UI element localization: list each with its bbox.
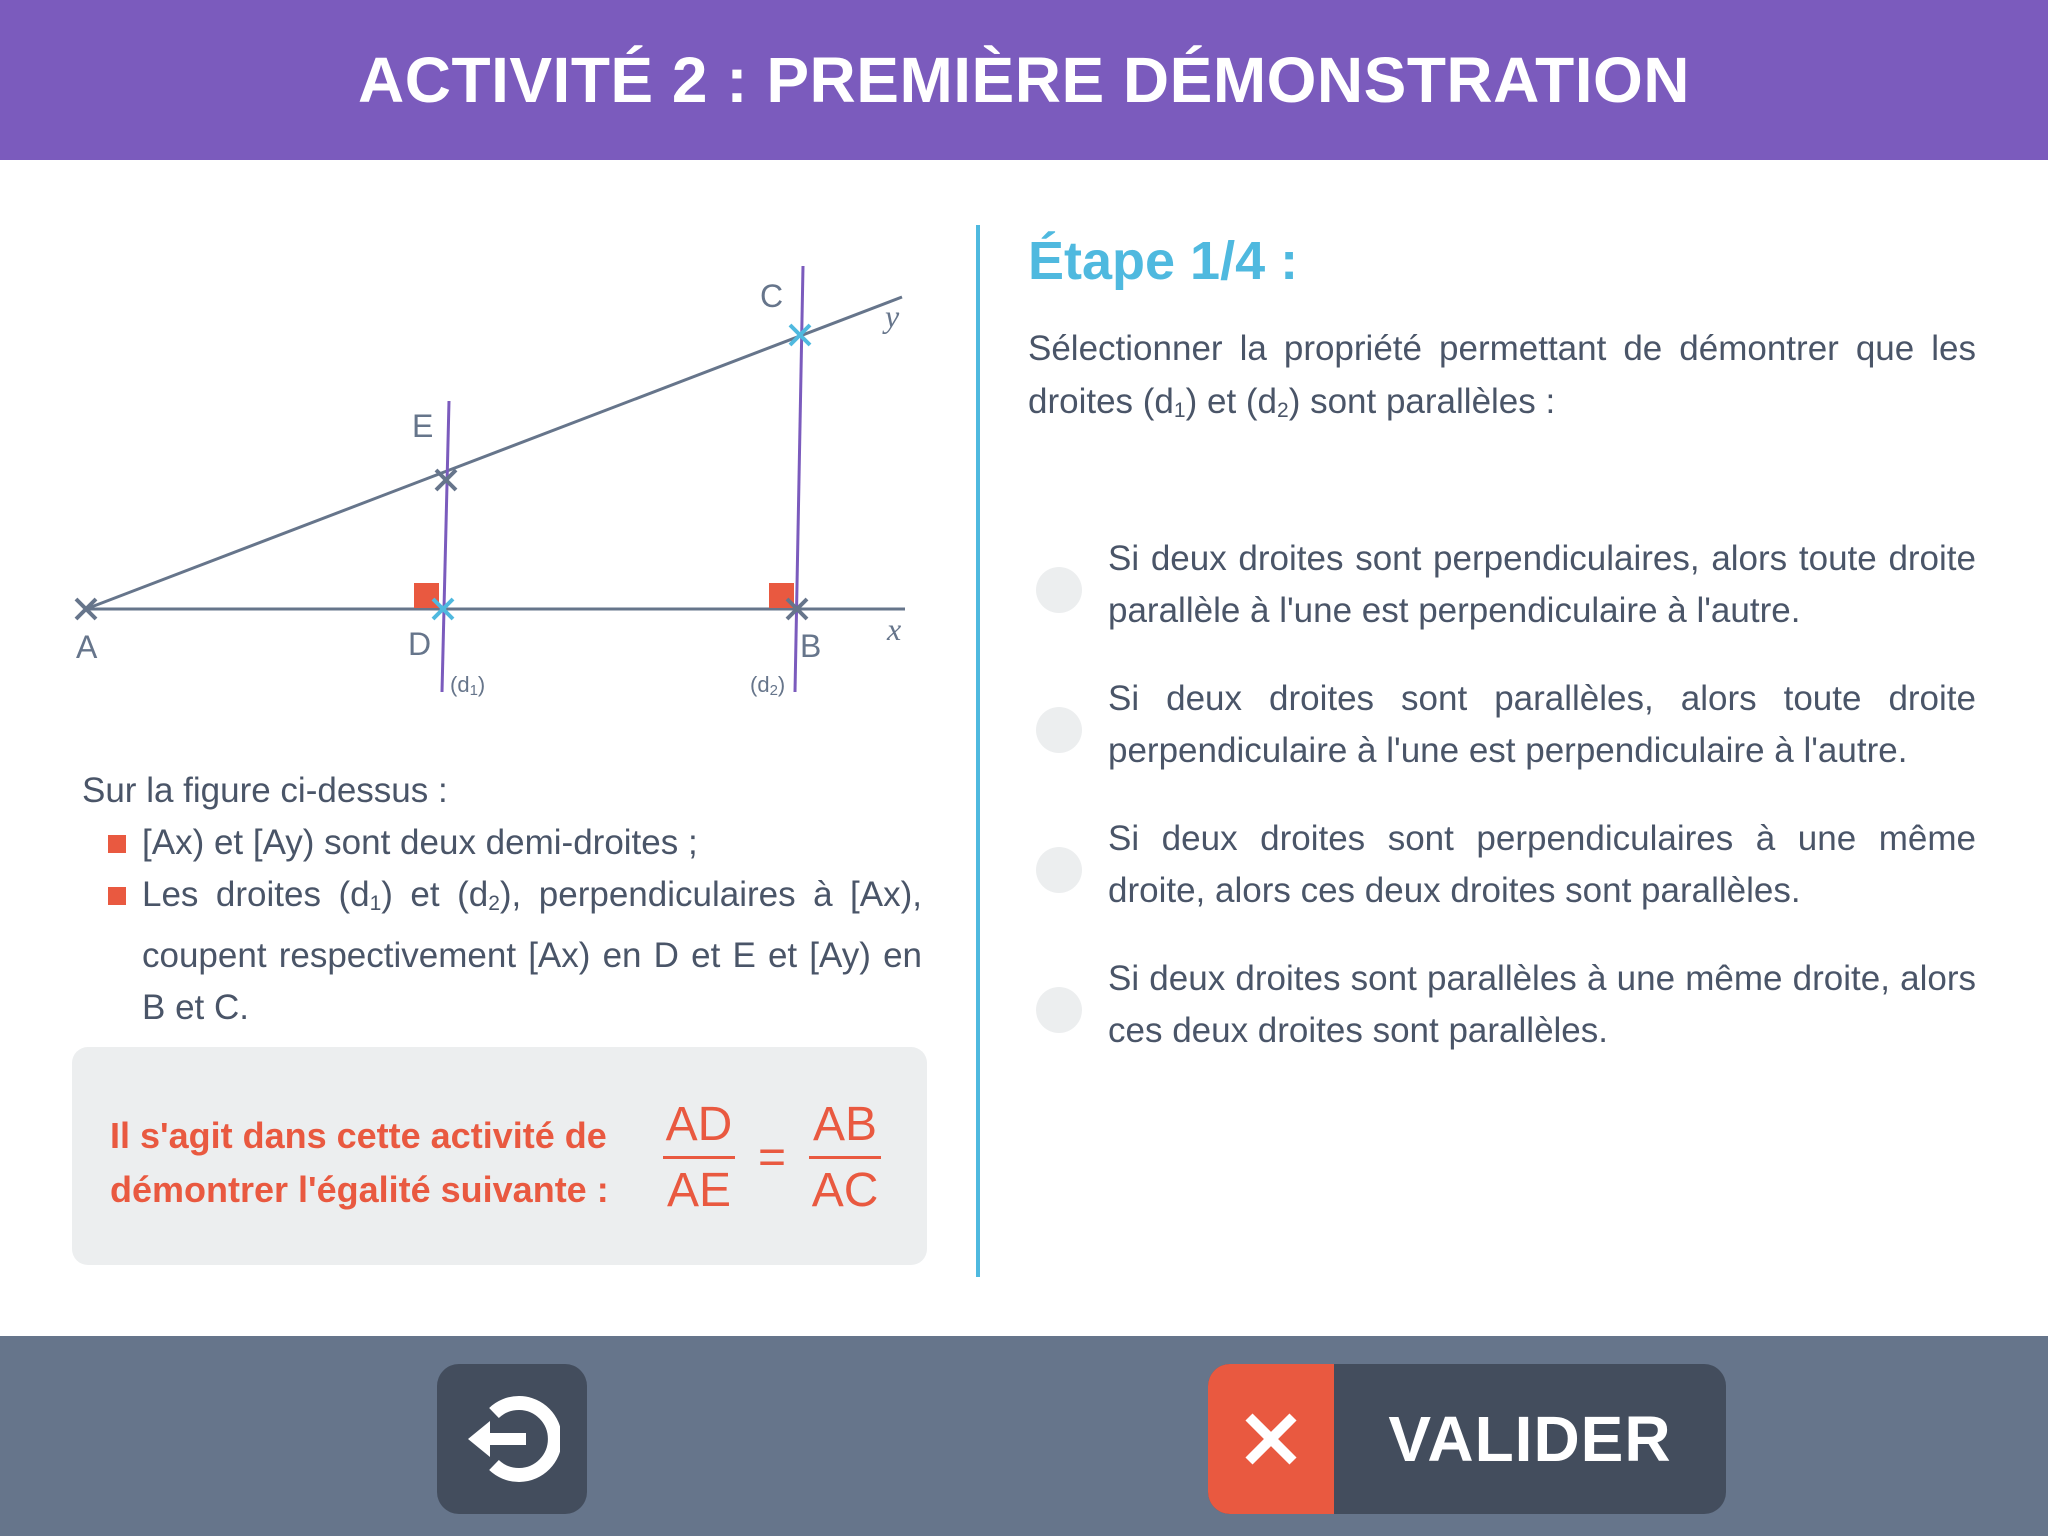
label-d: D — [408, 626, 432, 662]
close-icon — [1241, 1409, 1301, 1469]
radio-button[interactable] — [1036, 987, 1082, 1033]
label-x: x — [887, 611, 902, 647]
back-button[interactable] — [437, 1364, 587, 1514]
ray-ay — [86, 297, 902, 609]
question-panel — [1028, 230, 1976, 1093]
bottom-bar — [0, 1336, 2048, 1536]
label-e: E — [412, 408, 434, 444]
label-a: A — [76, 629, 98, 665]
label-y: y — [885, 298, 900, 334]
goal-box — [72, 1047, 927, 1265]
fraction-denominator: AE — [666, 1164, 732, 1217]
fraction-numerator: AB — [813, 1098, 878, 1151]
description-item — [82, 817, 922, 869]
fraction-numerator: AD — [665, 1098, 733, 1151]
step-instruction: Sélectionner la propriété permettant de démontrer que les droites $(d_1)$ et $(d_2)$ sont parallèles : — [1028, 329, 1976, 423]
app-header — [0, 0, 2048, 160]
answer-option-text: Si deux droites sont perpendiculaires à une même droite, alors ces deux droites sont parallèles. — [1108, 819, 1976, 911]
answer-option-text: Si deux droites sont parallèles, alors toute droite perpendiculaire à l'une est perpendiculaire à l'autre. — [1108, 679, 1976, 771]
equals-sign: = — [758, 1131, 787, 1184]
line-d1 — [442, 401, 449, 692]
label-c: C — [760, 278, 784, 314]
fraction-ad-ae — [662, 1097, 736, 1218]
answer-option-3[interactable] — [1028, 813, 1976, 917]
point-c-marker — [790, 325, 810, 345]
validate-label: VALIDER — [1388, 1403, 1672, 1475]
figure-description — [82, 765, 922, 1034]
description-item-text: [Ax) et [Ay) sont deux demi-droites ; — [142, 823, 698, 862]
answer-options — [1028, 533, 1976, 1057]
right-angle-marker-d — [414, 583, 439, 608]
description-item-text: Les droites $(d_1)$ et $(d_2)$, perpendiculaires à [Ax), coupent respectivement [Ax) en D et E et [Ay) en B et C. — [142, 875, 922, 1028]
step-title: Étape 1/4 : — [1028, 231, 1299, 291]
validate-button[interactable] — [1208, 1364, 1726, 1514]
answer-option-1[interactable] — [1028, 533, 1976, 637]
radio-button[interactable] — [1036, 847, 1082, 893]
description-item — [82, 869, 922, 1034]
panel-divider — [976, 225, 980, 1277]
label-b: B — [800, 628, 822, 664]
radio-button[interactable] — [1036, 567, 1082, 613]
goal-text: Il s'agit dans cette activité de démontrer l'égalité suivante : — [110, 1115, 609, 1210]
figure-panel — [60, 230, 940, 1280]
bullet-square-icon — [108, 887, 126, 905]
label-d2: (d2) — [750, 672, 786, 699]
ratio-equality — [662, 1097, 882, 1218]
answer-option-2[interactable] — [1028, 673, 1976, 777]
bullet-square-icon — [108, 835, 126, 853]
page-title: ACTIVITÉ 2 : PREMIÈRE DÉMONSTRATION — [358, 44, 1690, 116]
label-d1: (d1) — [450, 672, 486, 699]
description-intro: Sur la figure ci-dessus : — [82, 771, 448, 810]
answer-option-text: Si deux droites sont parallèles à une même droite, alors ces deux droites sont parallèles. — [1108, 959, 1976, 1051]
validate-status — [1208, 1364, 1334, 1514]
fraction-ab-ac — [808, 1097, 882, 1218]
radio-button[interactable] — [1036, 707, 1082, 753]
answer-option-4[interactable] — [1028, 953, 1976, 1057]
fraction-denominator: AC — [811, 1164, 879, 1217]
geometry-figure — [60, 230, 940, 710]
back-arrow-icon — [464, 1391, 560, 1487]
description-list — [82, 817, 922, 1034]
answer-option-text: Si deux droites sont perpendiculaires, alors toute droite parallèle à l'une est perpendiculaire à l'autre. — [1108, 539, 1976, 631]
